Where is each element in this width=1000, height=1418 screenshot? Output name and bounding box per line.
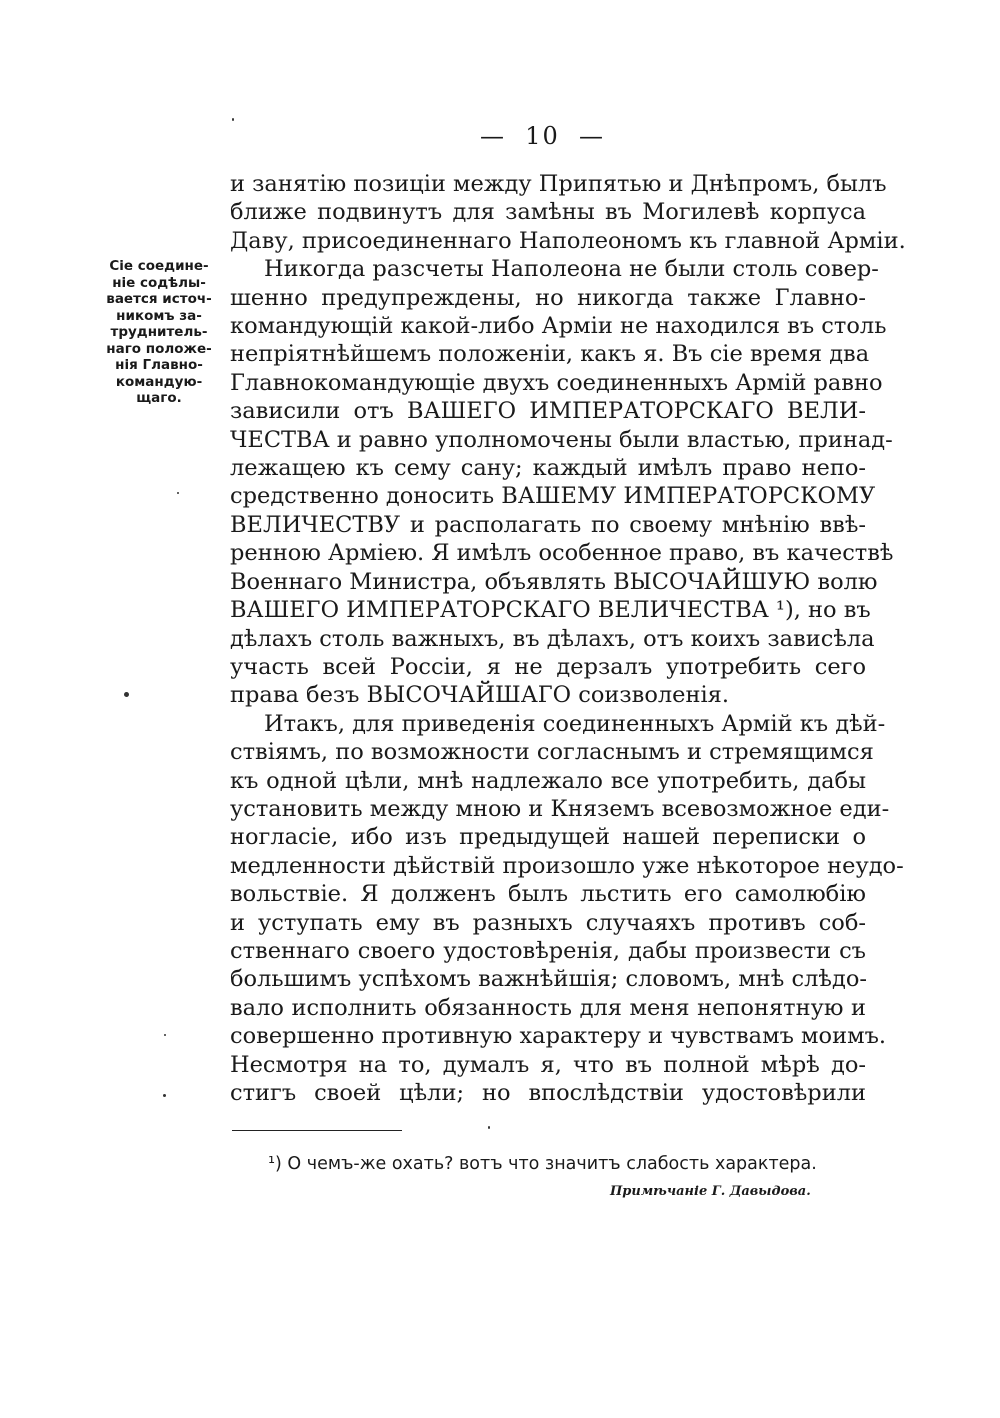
- text-line: совершенно противную характеру и чувствамъ моимъ.: [230, 1023, 887, 1050]
- text-line: и уступать ему въ разныхъ случаяхъ противъ соб-: [230, 909, 866, 936]
- body-text: [230, 170, 906, 1107]
- margin-note: [100, 258, 218, 407]
- margin-note-line: труднитель-: [110, 324, 208, 340]
- text-line: ближе подвинутъ для замѣны въ Могилевѣ корпуса: [230, 199, 866, 226]
- text-line: Итакъ, для приведенія соединенныхъ Армій къ дѣй-: [264, 710, 886, 737]
- text-line: установить между мною и Княземъ всевозможное еди-: [230, 795, 890, 822]
- margin-note-line: никомъ за-: [116, 307, 202, 324]
- margin-note-line: командую-: [115, 373, 203, 390]
- text-line: непріятнѣйшемъ положеніи, какъ я. Въ сіе время два: [230, 341, 870, 368]
- page-number-text: — 10 —: [479, 122, 606, 150]
- text-line: Главнокомандующіе двухъ соединенныхъ Армій равно: [230, 369, 883, 396]
- text-line: командующій какой-либо Арміи не находился въ столь: [230, 313, 887, 340]
- margin-note-line: Сіе соедине-: [109, 258, 209, 274]
- text-line: ВАШЕГО ИМПЕРАТОРСКАГО ВЕЛИЧЕСТВА ¹), но въ: [230, 597, 871, 624]
- text-line: стигъ своей цѣли; но впослѣдствіи удостовѣрили: [230, 1080, 866, 1106]
- text-line: ногласіе, ибо изъ предыдущей нашей переписки о: [230, 824, 866, 851]
- text-line: дѣлахъ столь важныхъ, въ дѣлахъ, отъ коихъ зависѣла: [230, 625, 875, 652]
- text-line: шенно предупреждены, но никогда также Главно-: [230, 284, 866, 311]
- text-line: права безъ ВЫСОЧАЙШАГО соизволенія.: [230, 682, 730, 709]
- scan-speck: [232, 118, 234, 121]
- text-line: ЧЕСТВА и равно уполномочены были властью, принад-: [230, 426, 893, 453]
- text-line: медленности дѣйствій произошло уже нѣкоторое неудо-: [230, 852, 904, 879]
- text-line: вольствіе. Я долженъ былъ льстить его самолюбію: [230, 881, 866, 908]
- text-line: Никогда разсчеты Наполеона не были столь совер-: [264, 256, 879, 283]
- page-number: [0, 122, 1000, 150]
- text-line: ствіямъ, по возможности согласнымъ и стремящимся: [230, 739, 874, 766]
- footnote-marker: ¹): [268, 1154, 282, 1174]
- text-line: зависили отъ ВАШЕГО ИМПЕРАТОРСКАГО ВЕЛИ-: [230, 398, 866, 425]
- text-line: участь всей Россіи, я не дерзалъ употребить сего: [230, 653, 866, 680]
- margin-note-line: вается источ-: [106, 291, 212, 307]
- margin-note-line: нія Главно-: [115, 357, 203, 373]
- text-line: Несмотря на то, думалъ я, что въ полной мѣрѣ до-: [230, 1051, 866, 1078]
- text-line: Военнаго Министра, объявлять ВЫСОЧАЙШУЮ волю: [230, 568, 878, 595]
- scan-speck: [177, 492, 179, 494]
- text-line: вало исполнить обязанность для меня непонятную и: [230, 994, 866, 1021]
- text-line: лежащею къ сему сану; каждый имѣлъ право непо-: [230, 455, 866, 482]
- text-line: Даву, присоединеннаго Наполеономъ къ главной Арміи.: [230, 227, 906, 254]
- text-line: большимъ успѣхомъ важнѣйшія; словомъ, мнѣ слѣдо-: [230, 966, 867, 993]
- footnote-text: О чемъ-же охать? вотъ что значитъ слабость характера.: [287, 1154, 817, 1174]
- margin-note-line: ніе содѣлы-: [112, 274, 206, 291]
- footnote-attribution: Примѣчаніе Г. Давыдова.: [610, 1184, 811, 1199]
- margin-note-line: наго положе-: [106, 340, 212, 357]
- text-line: ственнаго своего удостовѣренія, дабы произвести съ: [230, 937, 866, 964]
- footnote: [268, 1154, 817, 1174]
- footnote-divider: [232, 1130, 402, 1131]
- text-line: и занятію позиціи между Припятью и Днѣпромъ, былъ: [230, 171, 887, 197]
- scan-speck: [163, 1094, 166, 1097]
- scan-speck: [164, 1034, 166, 1036]
- margin-note-line: щаго.: [136, 390, 182, 406]
- text-line: къ одной цѣли, мнѣ надлежало все употребить, дабы: [230, 767, 866, 794]
- text-line: ВЕЛИЧЕСТВУ и располагать по своему мнѣнію ввѣ-: [230, 511, 866, 538]
- scan-speck: [488, 1126, 490, 1129]
- text-line: ренною Арміею. Я имѣлъ особенное право, въ качествѣ: [230, 540, 894, 567]
- text-line: средственно доносить ВАШЕМУ ИМПЕРАТОРСКОМУ: [230, 483, 876, 510]
- scan-speck: [124, 692, 129, 697]
